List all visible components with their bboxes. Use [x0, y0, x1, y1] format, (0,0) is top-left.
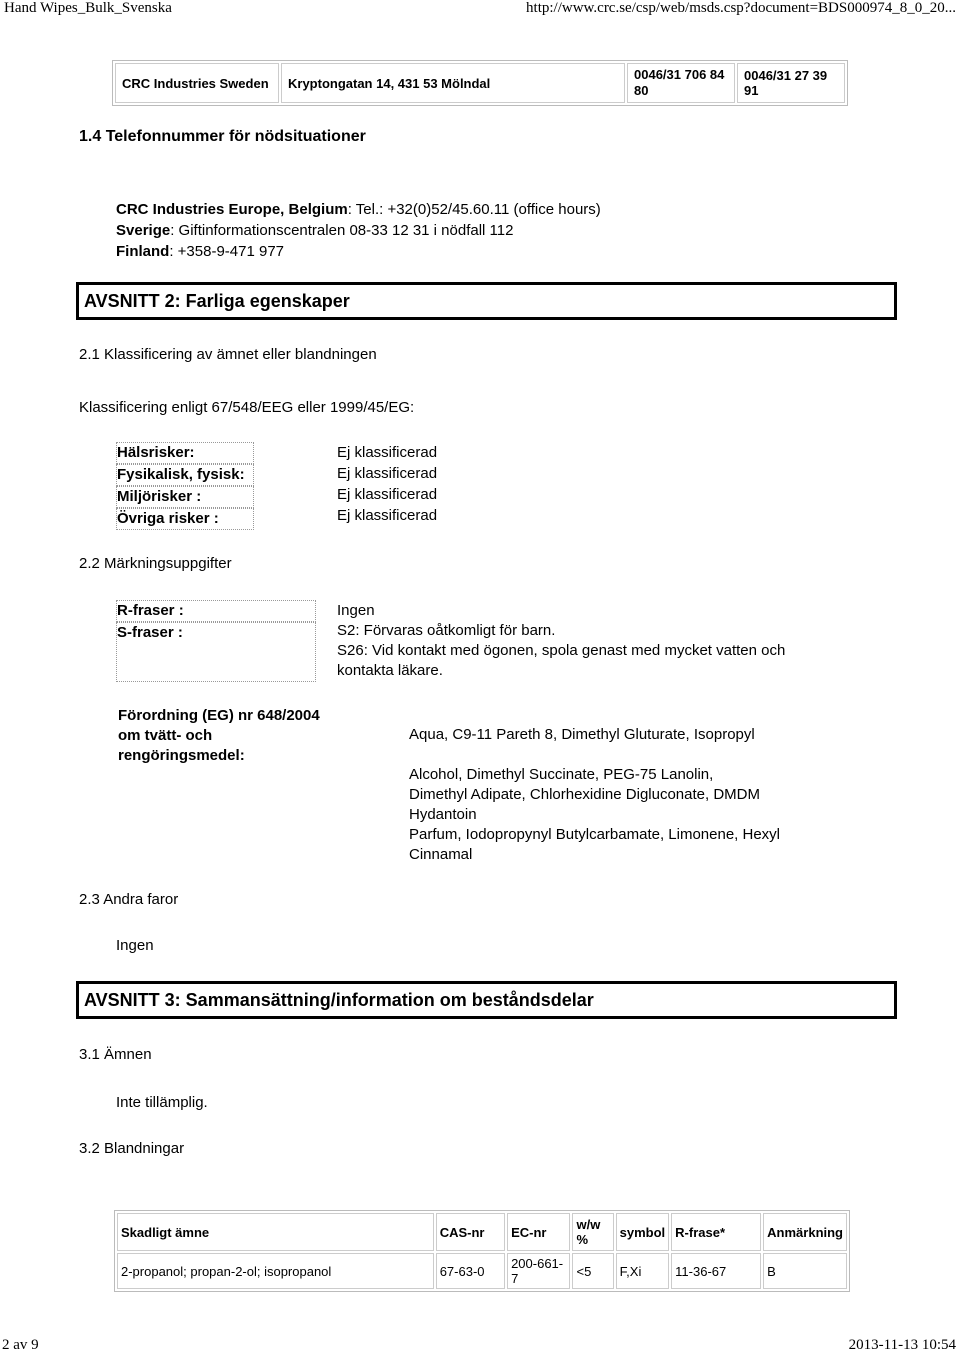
emergency-europe-label: CRC Industries Europe, Belgium	[116, 201, 348, 218]
emergency-sweden-value: : Giftinformationscentralen 08-33 12 31 i nödfall 112	[170, 222, 514, 239]
column-header: CAS-nr	[436, 1213, 505, 1251]
classification-labels	[116, 442, 254, 530]
table-cell: 200-661-7	[507, 1253, 570, 1289]
classification-label: Miljörisker :	[116, 486, 254, 508]
ingredient-line: Aqua, C9-11 Pareth 8, Dimethyl Gluturate, Isopropyl	[409, 726, 755, 743]
section-2-1-title: 2.1 Klassificering av ämnet eller blandningen	[79, 346, 377, 363]
section-1-4-title: 1.4 Telefonnummer för nödsituationer	[79, 128, 366, 145]
phrases-values	[337, 601, 785, 681]
table-row	[117, 1253, 847, 1289]
ingredient-line: Alcohol, Dimethyl Succinate, PEG-75 Lanolin,	[409, 766, 714, 783]
classification-value: Ej klassificerad	[337, 465, 438, 482]
section-2-heading: AVSNITT 2: Farliga egenskaper	[76, 282, 897, 320]
substances-value: Inte tillämplig.	[116, 1094, 208, 1111]
page-header-title: Hand Wipes_Bulk_Svenska	[4, 0, 172, 16]
table-cell: 2-propanol; propan-2-ol; isopropanol	[117, 1253, 434, 1289]
contact-address: Kryptongatan 14, 431 53 Mölndal	[281, 63, 625, 103]
section-3-2-title: 3.2 Blandningar	[79, 1140, 185, 1157]
classification-value: Ej klassificerad	[337, 444, 438, 461]
r-phrases-value: Ingen	[337, 602, 375, 619]
s-phrase-s26: S26: Vid kontakt med ögonen, spola genast med mycket vatten och	[337, 642, 786, 659]
emergency-europe-value: : Tel.: +32(0)52/45.60.11 (office hours)	[347, 201, 601, 218]
ingredient-line: Hydantoin	[409, 806, 477, 823]
page-footer-timestamp: 2013-11-13 10:54	[848, 1337, 956, 1353]
table-cell: B	[763, 1253, 847, 1289]
emergency-finland-label: Finland	[116, 243, 170, 260]
contact-fax: 0046/31 27 39 91	[737, 63, 845, 103]
s-phrase-s26-cont: kontakta läkare.	[337, 662, 443, 679]
ingredient-line: Dimethyl Adipate, Chlorhexidine Digluconate, DMDM	[409, 786, 760, 803]
classification-value: Ej klassificerad	[337, 486, 438, 503]
contact-phone-line2: 80	[634, 83, 649, 98]
column-header: Anmärkning	[763, 1213, 847, 1251]
detergent-regulation-label	[118, 706, 320, 766]
column-header: w/w %	[572, 1213, 613, 1251]
other-hazards-value: Ingen	[116, 937, 154, 954]
contact-phone	[627, 63, 735, 103]
classification-label: Övriga risker :	[116, 508, 254, 530]
section-3-1-title: 3.1 Ämnen	[79, 1046, 152, 1063]
section-3-heading: AVSNITT 3: Sammansättning/information om beståndsdelar	[76, 981, 897, 1019]
classification-label: Hälsrisker:	[116, 442, 254, 464]
table-cell: F,Xi	[616, 1253, 670, 1289]
classification-value: Ej klassificerad	[337, 507, 438, 524]
emergency-finland-value: : +358-9-471 977	[169, 243, 285, 260]
table-cell: 67-63-0	[436, 1253, 505, 1289]
ingredient-line: Cinnamal	[409, 846, 473, 863]
s-phrases-label: S-fraser :	[116, 622, 316, 682]
column-header: Skadligt ämne	[117, 1213, 434, 1251]
contact-company: CRC Industries Sweden	[115, 63, 279, 103]
classification-subtitle: Klassificering enligt 67/548/EEG eller 1999/45/EG:	[79, 399, 415, 416]
section-2-2-title: 2.2 Märkningsuppgifter	[79, 555, 232, 572]
page-header-url: http://www.crc.se/csp/web/msds.csp?document=BDS000974_8_0_20...	[526, 0, 956, 16]
classification-label: Fysikalisk, fysisk:	[116, 464, 254, 486]
table-cell: <5	[572, 1253, 613, 1289]
table-cell: 11-36-67	[671, 1253, 761, 1289]
column-header: EC-nr	[507, 1213, 570, 1251]
table-header-row	[117, 1213, 847, 1251]
detergent-regulation-label-line: rengöringsmedel:	[118, 747, 245, 764]
classification-values	[337, 442, 437, 526]
contact-phone-line1: 0046/31 706 84	[634, 67, 725, 82]
column-header: R-frase*	[671, 1213, 761, 1251]
phrases-labels	[116, 600, 316, 682]
emergency-sweden-label: Sverige	[116, 222, 171, 239]
column-header: symbol	[616, 1213, 670, 1251]
s-phrase-s2: S2: Förvaras oåtkomligt för barn.	[337, 622, 556, 639]
mixtures-table	[114, 1210, 850, 1292]
contact-table	[112, 60, 848, 106]
ingredient-line: Parfum, Iodopropynyl Butylcarbamate, Limonene, Hexyl	[409, 826, 781, 843]
detergent-regulation-label-line: Förordning (EG) nr 648/2004	[118, 707, 320, 724]
detergent-regulation-label-line: om tvätt- och	[118, 727, 213, 744]
r-phrases-label: R-fraser :	[116, 600, 316, 622]
page-footer-pagenum: 2 av 9	[2, 1337, 39, 1353]
emergency-numbers	[116, 199, 601, 262]
detergent-ingredients	[409, 725, 780, 865]
section-2-3-title: 2.3 Andra faror	[79, 891, 179, 908]
